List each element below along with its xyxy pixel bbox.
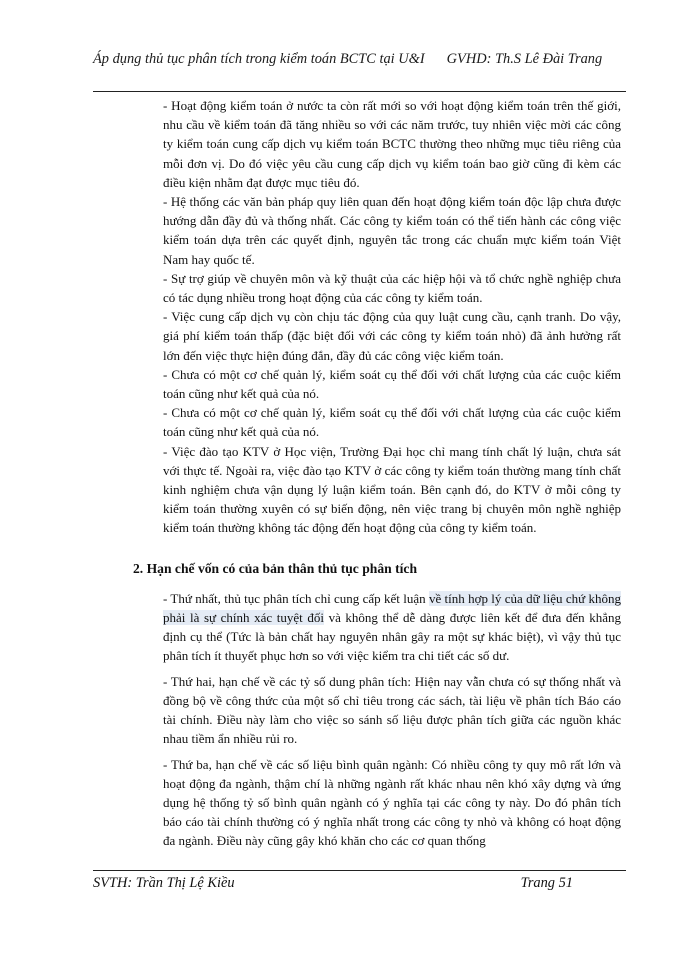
- section-paragraph-1-start: - Thứ nhất, thủ tục phân tích chỉ cung cấp kết luận: [163, 590, 429, 606]
- header-title: Áp dụng thủ tục phân tích trong kiểm toán BCTC tại U&I: [93, 51, 425, 67]
- footer-author: SVTH: Trần Thị Lệ Kiều: [93, 875, 235, 891]
- header-supervisor: GVHD: Th.S Lê Đài Trang: [446, 51, 603, 67]
- section-heading: 2. Hạn chế vốn có của bản thân thủ tục phân tích: [133, 560, 418, 576]
- body-paragraph-6: - Chưa có một cơ chế quản lý, kiểm soát cụ thể đối với chất lượng của các cuộc kiểm toán cũng như kết quả của nó.: [163, 405, 621, 440]
- page-number: Trang 51: [520, 875, 573, 891]
- body-paragraph-5: - Chưa có một cơ chế quản lý, kiểm soát cụ thể đối với chất lượng của các cuộc kiểm toán cũng như kết quả của nó.: [163, 366, 621, 402]
- page-footer: [93, 874, 626, 892]
- body-paragraph-2: - Hệ thống các văn bản pháp quy liên quan đến hoạt động kiểm toán độc lập chưa được hướng dẫn đầy đủ và thống nhất. Các công ty kiểm toán có thể tiến hành các công việc kiểm toán dựa trên các quyết định, nguyên tắc trong các chuẩn mực kiểm toán Việt Nam hay quốc tế.: [163, 194, 621, 267]
- section-paragraph-2: - Thứ hai, hạn chế về các tỷ số dung phân tích: Hiện nay vẫn chưa có sự thống nhất và đồng bộ về công thức của một số chỉ tiêu trong các sách, tài liệu về phân tích Báo cáo tài chính. Điều này làm cho việc so sánh số liệu được phân tích giữa các nguồn khác nhau tiềm ẩn nhiều rủi ro.: [163, 673, 621, 747]
- section-paragraph-1-end: và không thể dễ dàng được liên kết để đưa đến khẳng định cụ thể (Tức là bản chất hay nguyên nhân gây ra một sự khác biệt), vì vậy thủ tục phân tích ít thuyết phục hơn so với việc kiểm tra chi tiết các số dư.: [163, 610, 621, 664]
- section-paragraph-1: [163, 589, 621, 666]
- header-rule: [93, 91, 626, 92]
- document-body: [133, 96, 621, 857]
- section-paragraph-3: - Thứ ba, hạn chế về các số liệu bình quân ngành: Có nhiều công ty quy mô rất lớn và hoạt động đa ngành, thậm chí là những ngành rất khác nhau nên khó xây dựng và ứng dụng hệ thống tỷ số bình quân ngành có ý nghĩa tại các công ty này. Do đó phân tích báo cáo tài chính thường có ý nghĩa nhất trong các công ty nhỏ và không có hoạt động đa ngành. Điều này cũng gây khó khăn cho các cơ quan thống: [163, 756, 621, 849]
- body-paragraph-3: - Sự trợ giúp về chuyên môn và kỹ thuật của các hiệp hội và tổ chức nghề nghiệp chưa có tác dụng nhiều trong hoạt động của các công ty kiểm toán.: [163, 270, 621, 306]
- page-header: [93, 50, 623, 68]
- body-paragraph-7: - Việc đào tạo KTV ở Học viện, Trường Đại học chỉ mang tính chất lý luận, chưa sát với thực tế. Ngoài ra, việc đào tạo KTV ở các công ty kiểm toán thường mang tính chất kinh nghiệm chưa vận dụng lý luận kiểm toán. Bên cạnh đó, do KTV ở mỗi công ty kiểm toán thường xuyên có sự biến động, nên việc trang bị chuyên môn nghề nghiệp kiểm toán thường không tác động đến hoạt động của công ty kiểm toán.: [163, 443, 621, 536]
- footer-rule: [93, 870, 626, 871]
- highlighted-text: về tính hợp lý của dữ liệu chứ không phải là sự chính xác tuyệt đối: [163, 590, 621, 626]
- body-paragraph-4: - Việc cung cấp dịch vụ còn chịu tác động của quy luật cung cầu, cạnh tranh. Do vậy, giá phí kiểm toán thấp (đặc biệt đối với các công ty kiểm toán nhỏ) đã ảnh hưởng rất lớn đến việc thực hiện đúng đắn, đầy đủ các công việc kiểm toán.: [163, 309, 621, 363]
- body-paragraph-1: - Hoạt động kiểm toán ở nước ta còn rất mới so với hoạt động kiểm toán trên thế giới, nhu cầu về kiểm toán đã tăng nhiều so với các năm trước, tuy nhiên việc mời các công ty kiểm toán cung cấp dịch vụ kiểm toán BCTC thường theo những mục tiêu riêng của mỗi đơn vị. Do đó việc yêu cầu cung cấp dịch vụ kiểm toán bao giờ cũng đi kèm các điều kiện nhằm đạt được mục tiêu đó.: [163, 98, 621, 190]
